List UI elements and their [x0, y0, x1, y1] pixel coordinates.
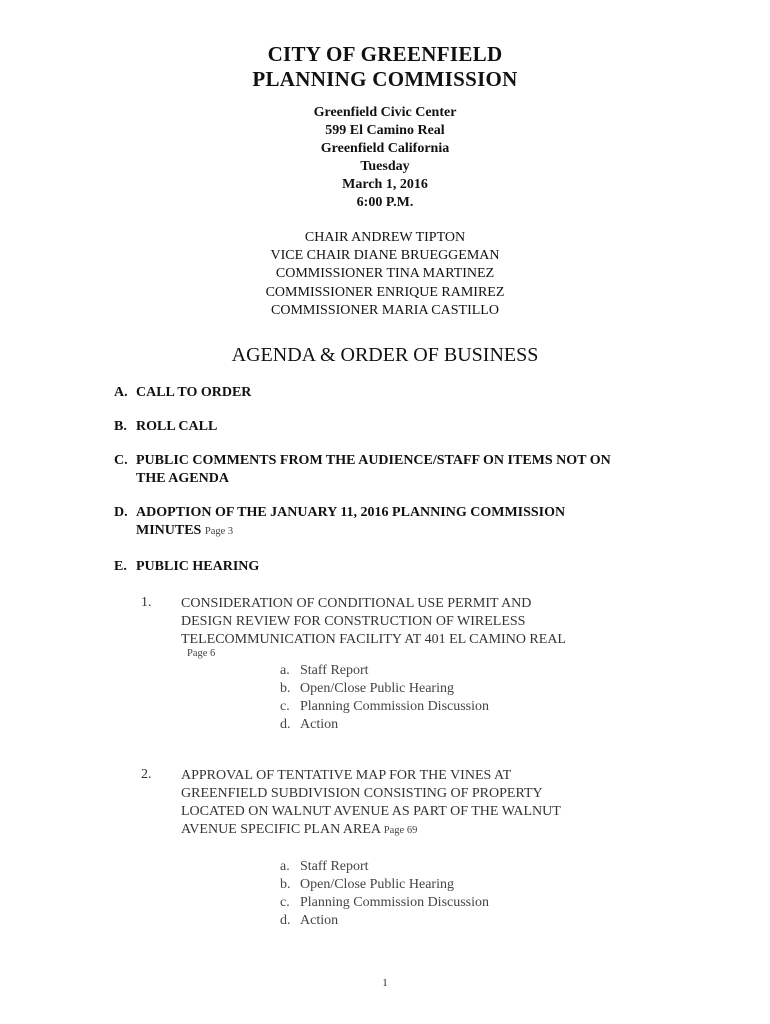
meeting-day: Tuesday [360, 159, 410, 174]
subitem-text: Action [300, 913, 339, 928]
section-a [114, 384, 251, 402]
item-line: AVENUE SPECIFIC PLAN AREA [181, 822, 381, 837]
title-commission: PLANNING COMMISSION [252, 67, 518, 91]
section-text-cont: THE AGENDA [136, 471, 229, 486]
section-c [114, 452, 611, 488]
subitem-text: Open/Close Public Hearing [300, 681, 454, 696]
subitem-letter: a. [280, 859, 290, 874]
item-number: 2. [141, 767, 152, 782]
section-text: ADOPTION OF THE JANUARY 11, 2016 PLANNING COMMISSION [136, 505, 566, 520]
section-text-cont: MINUTES [136, 523, 202, 538]
item-line: GREENFIELD SUBDIVISION CONSISTING OF PROPERTY [181, 786, 543, 801]
section-d [114, 504, 565, 541]
subitem-text: Planning Commission Discussion [300, 699, 490, 714]
item-line: LOCATED ON WALNUT AVENUE AS PART OF THE WALNUT [181, 804, 561, 819]
item-2-subitems [280, 858, 489, 930]
item-number: 1. [141, 595, 152, 610]
section-b [114, 418, 217, 436]
member-commissioner: COMMISSIONER TINA MARTINEZ [275, 266, 495, 281]
section-letter: A. [114, 385, 128, 400]
item-line: TELECOMMUNICATION FACILITY AT 401 EL CAMINO REAL [181, 632, 566, 647]
member-commissioner: COMMISSIONER MARIA CASTILLO [271, 303, 499, 318]
subitem-text: Action [300, 717, 339, 732]
item-line: CONSIDERATION OF CONDITIONAL USE PERMIT AND [181, 596, 532, 611]
subitem-letter: d. [280, 913, 291, 928]
subitem-letter: b. [280, 877, 291, 892]
title-city: CITY OF GREENFIELD [267, 42, 503, 66]
subitem-letter: a. [280, 663, 290, 678]
subitem-letter: c. [280, 699, 290, 714]
member-vice-chair: VICE CHAIR DIANE BRUEGGEMAN [270, 248, 500, 263]
meeting-date: March 1, 2016 [342, 177, 428, 192]
meeting-street: 599 El Camino Real [325, 123, 445, 138]
page-reference: Page 69 [383, 825, 418, 836]
hearing-item-1 [181, 595, 566, 649]
member-chair: CHAIR ANDREW TIPTON [304, 230, 466, 245]
subitem-letter: b. [280, 681, 291, 696]
page-number: 1 [382, 978, 388, 989]
section-letter: D. [114, 505, 128, 520]
section-e [114, 558, 259, 576]
subitem-text: Open/Close Public Hearing [300, 877, 454, 892]
subitem-text: Staff Report [300, 859, 369, 874]
subitem-text: Staff Report [300, 663, 369, 678]
section-letter: C. [114, 453, 128, 468]
item-1-subitems [280, 662, 489, 734]
section-text: PUBLIC COMMENTS FROM THE AUDIENCE/STAFF ON ITEMS NOT ON [136, 453, 611, 468]
member-commissioner: COMMISSIONER ENRIQUE RAMIREZ [265, 285, 505, 300]
meeting-city: Greenfield California [320, 141, 450, 156]
item-line: APPROVAL OF TENTATIVE MAP FOR THE VINES AT [181, 768, 512, 783]
subitem-letter: d. [280, 717, 291, 732]
section-text: ROLL CALL [136, 419, 218, 434]
section-letter: E. [114, 559, 127, 574]
section-text: CALL TO ORDER [136, 385, 252, 400]
section-text: PUBLIC HEARING [136, 559, 260, 574]
hearing-item-2 [181, 767, 561, 840]
page-reference: Page 3 [204, 526, 234, 537]
subitem-letter: c. [280, 895, 290, 910]
meeting-location: Greenfield Civic Center [313, 105, 457, 120]
subitem-text: Planning Commission Discussion [300, 895, 490, 910]
section-letter: B. [114, 419, 127, 434]
meeting-time: 6:00 P.M. [356, 195, 414, 210]
page-reference: Page 6 [187, 648, 216, 659]
agenda-heading: AGENDA & ORDER OF BUSINESS [231, 344, 539, 366]
item-line: DESIGN REVIEW FOR CONSTRUCTION OF WIRELESS [181, 614, 526, 629]
